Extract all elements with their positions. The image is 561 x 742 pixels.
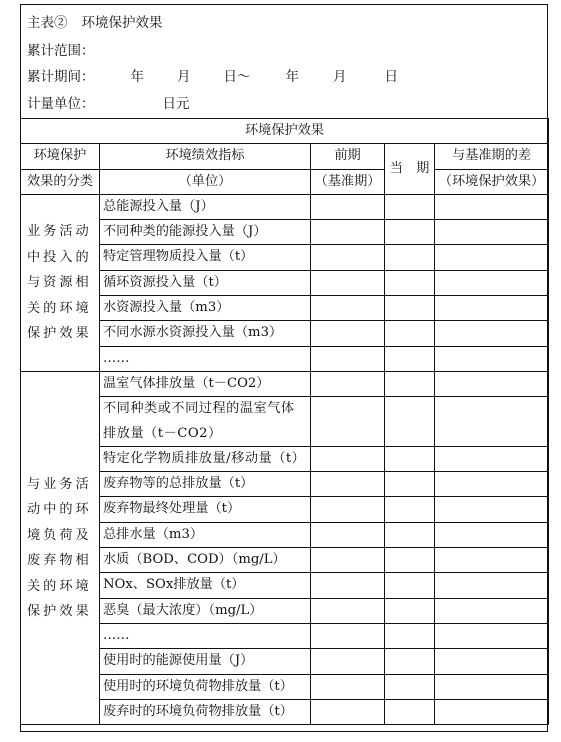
indicator-cell: 使用时的环境负荷物排放量（t） [100, 674, 311, 699]
previous-cell [311, 194, 385, 219]
diff-cell [435, 397, 549, 447]
previous-cell [311, 371, 385, 396]
previous-cell [311, 296, 385, 321]
current-cell [385, 649, 435, 674]
table-row [21, 472, 549, 497]
diff-cell [435, 194, 549, 219]
col-diff-header-2: （环境保护效果） [435, 169, 549, 194]
previous-cell [311, 522, 385, 547]
table-row [21, 296, 549, 321]
indicator-cell: 废弃物等的总排放量（t） [100, 472, 311, 497]
col-category-header-1: 环境保护 [21, 144, 100, 169]
header-row-1 [21, 144, 549, 169]
table-row [21, 497, 549, 522]
current-cell [385, 598, 435, 623]
table-number: 主表② [27, 15, 68, 31]
indicator-cell: 循环资源投入量（t） [100, 270, 311, 295]
indicator-cell: 水质（BOD、COD）（mg/L） [100, 548, 311, 573]
banner-row [21, 119, 549, 144]
diff-cell [435, 497, 549, 522]
current-cell [385, 623, 435, 648]
previous-cell [311, 220, 385, 245]
diff-cell [435, 674, 549, 699]
table-banner: 环境保护效果 [21, 119, 549, 144]
table-row [21, 522, 549, 547]
unit-line [27, 92, 190, 112]
diff-cell [435, 220, 549, 245]
current-cell [385, 699, 435, 724]
period-line [27, 65, 398, 85]
diff-cell [435, 446, 549, 471]
diff-cell [435, 472, 549, 497]
current-cell [385, 397, 435, 447]
previous-cell [311, 397, 385, 447]
col-current-header: 当 期 [385, 144, 435, 195]
current-cell [385, 321, 435, 346]
table-row [21, 548, 549, 573]
table-row [21, 674, 549, 699]
previous-cell [311, 346, 385, 371]
current-cell [385, 220, 435, 245]
table-row [21, 245, 549, 270]
previous-cell [311, 497, 385, 522]
current-cell [385, 573, 435, 598]
previous-cell [311, 699, 385, 724]
previous-cell [311, 649, 385, 674]
period-year2: 年 [285, 69, 299, 85]
table-name: 环境保护效果 [81, 15, 163, 31]
indicator-cell: 特定化学物质排放量/移动量（t） [100, 446, 311, 471]
table-row [21, 397, 549, 447]
table-row [21, 623, 549, 648]
previous-cell [311, 598, 385, 623]
indicator-cell: 废弃物最终处理量（t） [100, 497, 311, 522]
indicator-cell: 不同种类或不同过程的温室气体排放量（t－CO2） [100, 397, 311, 447]
current-cell [385, 296, 435, 321]
previous-cell [311, 270, 385, 295]
diff-cell [435, 270, 549, 295]
indicator-cell: 总排水量（m3） [100, 522, 311, 547]
indicator-cell: NOx、SOx排放量（t） [100, 573, 311, 598]
table-row [21, 270, 549, 295]
period-year1: 年 [130, 69, 144, 85]
indicator-cell: 水资源投入量（m3） [100, 296, 311, 321]
current-cell [385, 245, 435, 270]
current-cell [385, 346, 435, 371]
indicator-cell: …… [100, 346, 311, 371]
scope-line [27, 39, 95, 59]
col-previous-header-2: （基准期） [311, 169, 385, 194]
table-heading [27, 11, 163, 31]
effect-table [20, 118, 549, 725]
diff-cell [435, 522, 549, 547]
header-row-2 [21, 169, 549, 194]
previous-cell [311, 245, 385, 270]
table-row [21, 346, 549, 371]
previous-cell [311, 573, 385, 598]
table-row [21, 699, 549, 724]
indicator-cell: 不同水源水资源投入量（m3） [100, 321, 311, 346]
col-previous-header-1: 前期 [311, 144, 385, 169]
diff-cell [435, 649, 549, 674]
diff-cell [435, 573, 549, 598]
current-cell [385, 270, 435, 295]
period-day1: 日～ [223, 69, 251, 85]
current-cell [385, 194, 435, 219]
indicator-cell: 使用时的能源使用量（J） [100, 649, 311, 674]
period-month2: 月 [333, 69, 347, 85]
group1-category: 业务活动中投入的与资源相关的环境保护效果 [21, 194, 100, 371]
table-row [21, 321, 549, 346]
table-row [21, 573, 549, 598]
current-cell [385, 674, 435, 699]
current-cell [385, 446, 435, 471]
table-row [21, 598, 549, 623]
report-sheet [20, 4, 548, 732]
current-cell [385, 371, 435, 396]
unit-value: 日元 [162, 96, 190, 112]
col-category-header-2: 效果的分类 [21, 169, 100, 194]
indicator-cell: 不同种类的能源投入量（J） [100, 220, 311, 245]
unit-label: 计量单位： [27, 96, 95, 112]
table-row [21, 194, 549, 219]
current-cell [385, 472, 435, 497]
diff-cell [435, 321, 549, 346]
period-label: 累计期间： [27, 69, 95, 85]
previous-cell [311, 548, 385, 573]
group2-category: 与业务活动中的环境负荷及废弃物相关的环境保护效果 [21, 371, 100, 724]
table-row [21, 649, 549, 674]
previous-cell [311, 321, 385, 346]
period-month1: 月 [177, 69, 191, 85]
diff-cell [435, 346, 549, 371]
previous-cell [311, 623, 385, 648]
diff-cell [435, 245, 549, 270]
table-row [21, 220, 549, 245]
diff-cell [435, 296, 549, 321]
previous-cell [311, 446, 385, 471]
col-diff-header-1: 与基准期的差 [435, 144, 549, 169]
diff-cell [435, 699, 549, 724]
col-indicator-header-1: 环境绩效指标 [100, 144, 311, 169]
indicator-cell: 恶臭（最大浓度）（mg/L） [100, 598, 311, 623]
indicator-cell: 总能源投入量（J） [100, 194, 311, 219]
table-row [21, 446, 549, 471]
period-day2: 日 [384, 69, 398, 85]
current-cell [385, 548, 435, 573]
indicator-cell: 温室气体排放量（t－CO2） [100, 371, 311, 396]
table-row [21, 371, 549, 396]
diff-cell [435, 371, 549, 396]
scope-label: 累计范围： [27, 43, 95, 59]
current-cell [385, 522, 435, 547]
current-cell [385, 497, 435, 522]
diff-cell [435, 548, 549, 573]
diff-cell [435, 623, 549, 648]
indicator-cell: …… [100, 623, 311, 648]
indicator-cell: 特定管理物质投入量（t） [100, 245, 311, 270]
previous-cell [311, 472, 385, 497]
diff-cell [435, 598, 549, 623]
previous-cell [311, 674, 385, 699]
indicator-cell: 废弃时的环境负荷物排放量（t） [100, 699, 311, 724]
col-indicator-header-2: （单位） [100, 169, 311, 194]
